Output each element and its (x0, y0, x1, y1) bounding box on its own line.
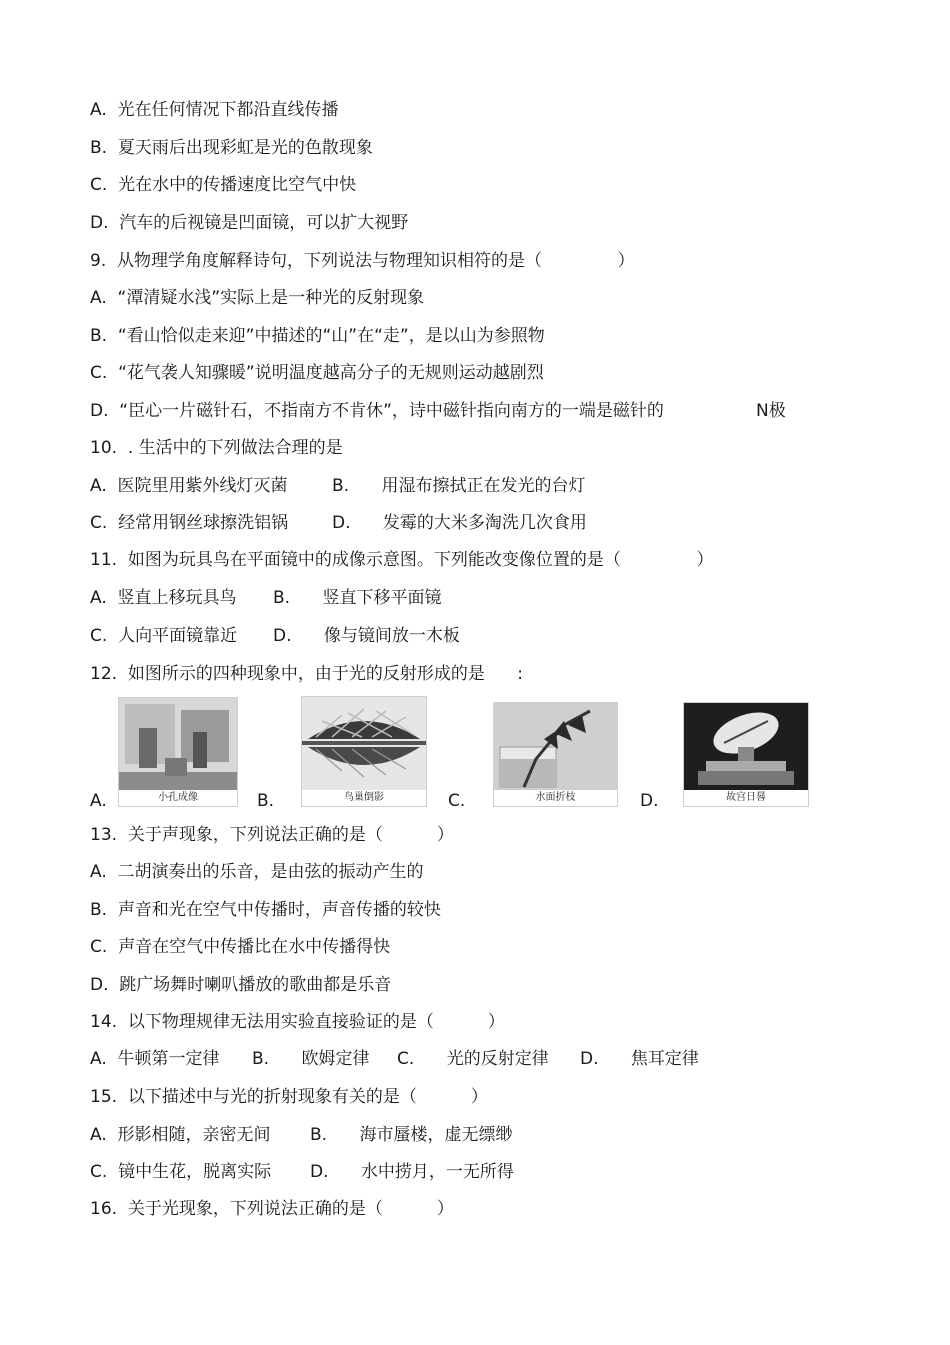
question-stem: 10. . 生活中的下列做法合理的是 (90, 438, 343, 458)
option-c: C. 经常用钢丝球擦洗铝锅 (90, 513, 289, 533)
option-b: B. 海市蜃楼，虚无缥缈 (310, 1125, 513, 1145)
option-line: D. 汽车的后视镜是凹面镜，可以扩大视野 (90, 213, 409, 233)
image-label-c: C. (448, 791, 466, 811)
option-b: B. 欧姆定律 (252, 1049, 370, 1069)
option-line: B. “看山恰似走来迎”中描述的“山”在“走”，是以山为参照物 (90, 326, 545, 346)
option-line: B. 夏天雨后出现彩虹是光的色散现象 (90, 138, 373, 158)
option-d: D. 像与镜间放一木板 (273, 626, 460, 646)
option-line: D. 跳广场舞时喇叭播放的歌曲都是乐音 (90, 975, 392, 995)
option-line: C. 声音在空气中传播比在水中传播得快 (90, 937, 391, 957)
option-line: D. “臣心一片磁针石，不指南方不肯休”，诗中磁针指向南方的一端是磁针的 (90, 401, 664, 421)
option-d: D. 水中捞月，一无所得 (310, 1162, 514, 1182)
question-stem: 14. 以下物理规律无法用实验直接验证的是（ ） (90, 1012, 505, 1032)
option-c: C. 镜中生花，脱离实际 (90, 1162, 272, 1182)
option-a: A. 牛顿第一定律 (90, 1049, 220, 1069)
option-d: D. 焦耳定律 (580, 1049, 699, 1069)
image-label-d: D. (640, 791, 659, 811)
question-stem: 15. 以下描述中与光的折射现象有关的是（ ） (90, 1087, 488, 1107)
image-label-b: B. (257, 791, 275, 811)
question-stem: 13. 关于声现象，下列说法正确的是（ ） (90, 825, 454, 845)
option-a: A. 医院里用紫外线灯灭菌 (90, 476, 288, 496)
question-stem: 9. 从物理学角度解释诗句，下列说法与物理知识相符的是（ ） (90, 251, 635, 271)
pinhole-image-photo (118, 697, 238, 807)
bird-nest-reflection-photo (301, 696, 427, 807)
option-a: A. 竖直上移玩具鸟 (90, 588, 237, 608)
option-c: C. 人向平面镜靠近 (90, 626, 238, 646)
question-stem: 12. 如图所示的四种现象中，由于光的反射形成的是 : (90, 664, 523, 684)
option-line: A. 光在任何情况下都沿直线传播 (90, 100, 339, 120)
option-b: B. 用湿布擦拭正在发光的台灯 (332, 476, 586, 496)
question-stem: 16. 关于光现象，下列说法正确的是（ ） (90, 1199, 454, 1219)
image-caption: 故宫日晷 (684, 790, 808, 806)
sundial-photo (683, 702, 809, 807)
image-label-a: A. (90, 791, 107, 811)
option-d: D. 发霉的大米多淘洗几次食用 (332, 513, 587, 533)
option-b: B. 竖直下移平面镜 (273, 588, 442, 608)
option-line-tail: N极 (756, 401, 786, 421)
option-line: C. “花气袭人知骤暖”说明温度越高分子的无规则运动越剧烈 (90, 363, 544, 383)
option-c: C. 光的反射定律 (397, 1049, 549, 1069)
image-caption: 小孔成像 (119, 790, 237, 806)
option-line: C. 光在水中的传播速度比空气中快 (90, 175, 357, 195)
option-line: B. 声音和光在空气中传播时，声音传播的较快 (90, 900, 441, 920)
image-caption: 水面折枝 (494, 790, 617, 806)
image-caption: 鸟巢倒影 (302, 790, 426, 806)
option-a: A. 形影相随，亲密无间 (90, 1125, 271, 1145)
question-stem: 11. 如图为玩具鸟在平面镜中的成像示意图。下列能改变像位置的是（ ） (90, 550, 714, 570)
bent-branch-in-water-photo (493, 702, 618, 807)
option-line: A. “潭清疑水浅”实际上是一种光的反射现象 (90, 288, 425, 308)
option-line: A. 二胡演奏出的乐音，是由弦的振动产生的 (90, 862, 424, 882)
